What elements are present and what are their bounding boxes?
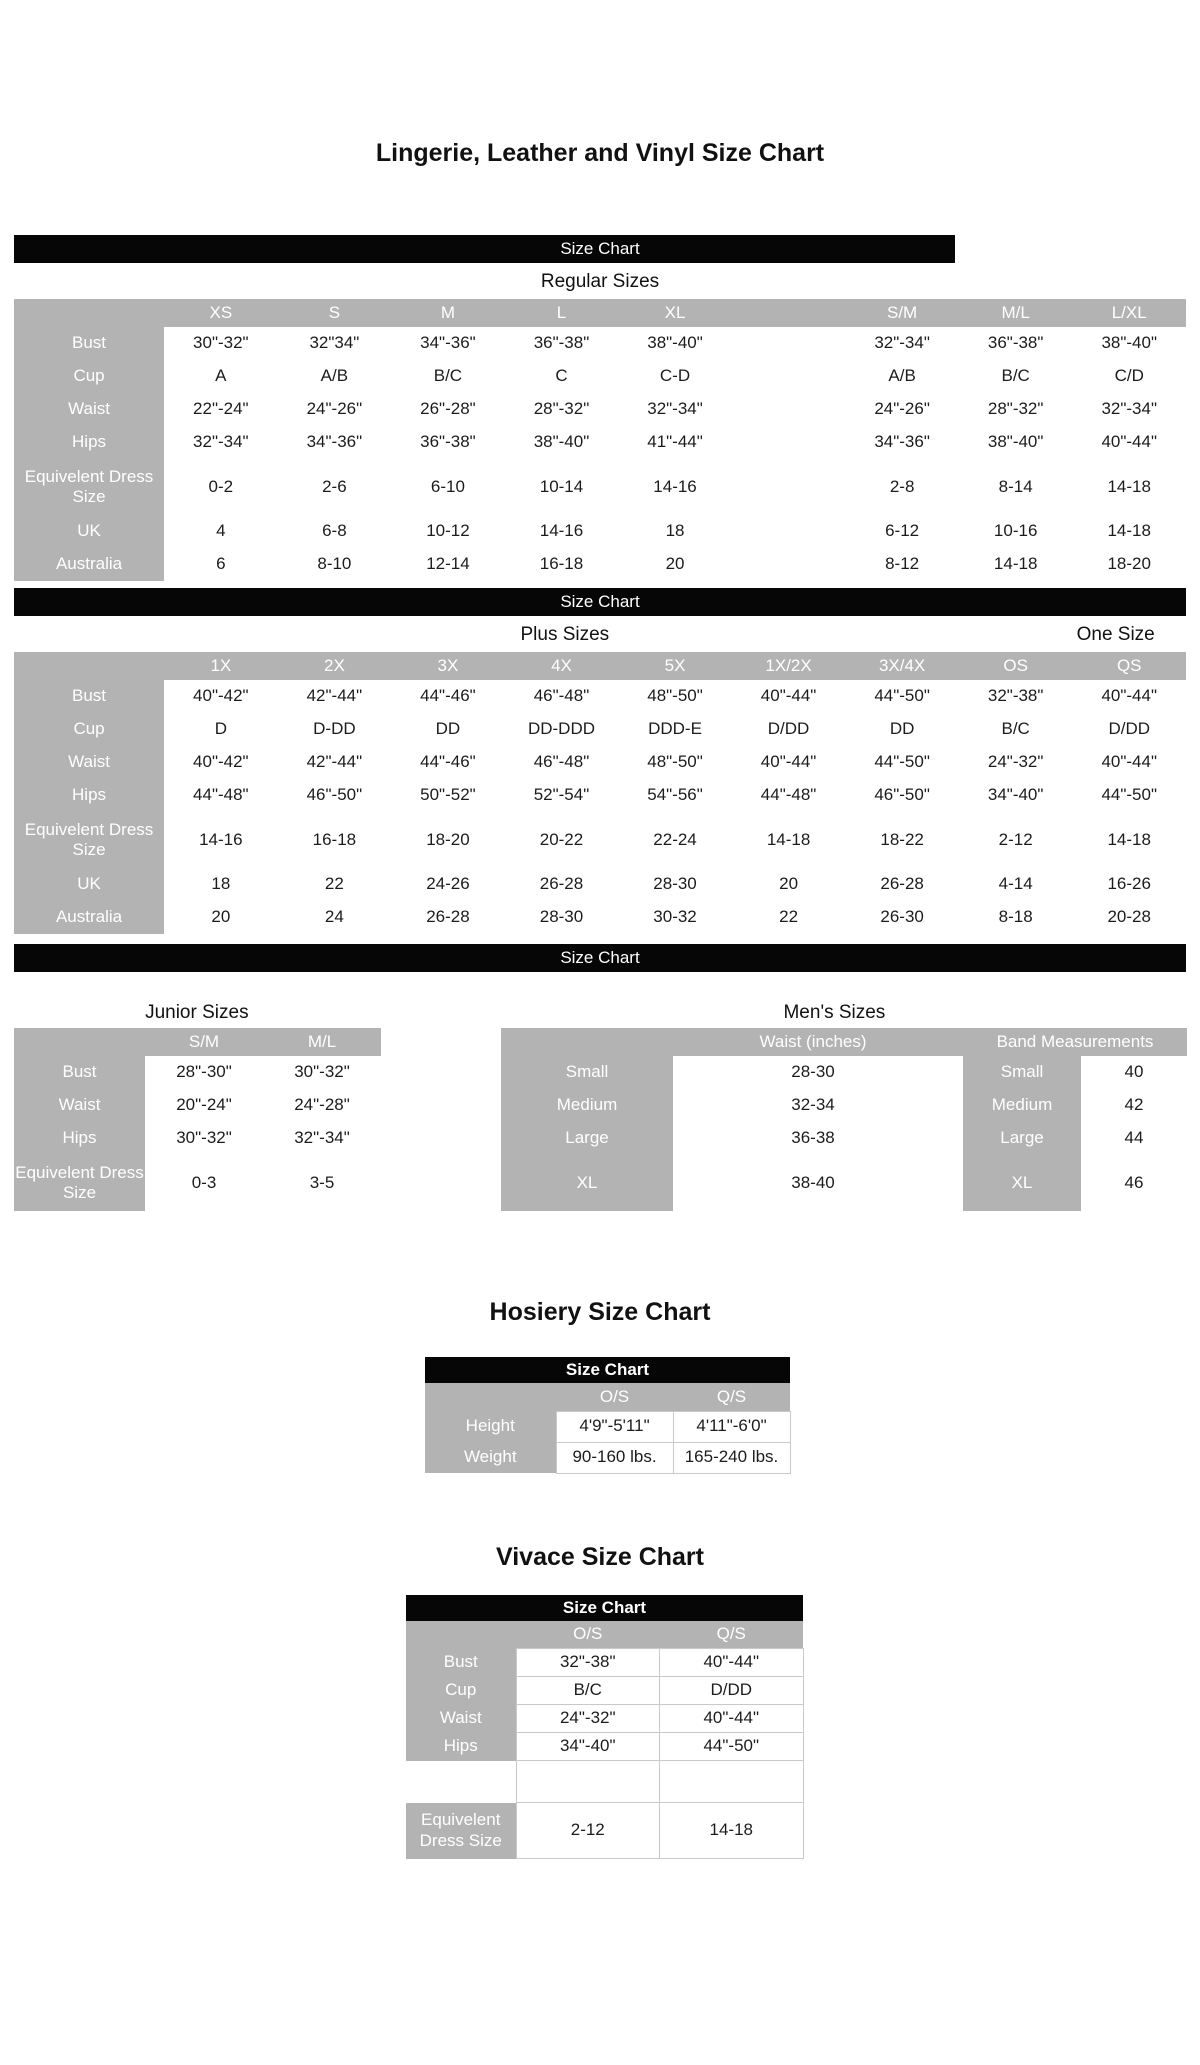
row-label: Bust bbox=[14, 680, 164, 713]
table-cell: 90-160 lbs. bbox=[556, 1442, 673, 1473]
table-cell: 40"-42" bbox=[164, 746, 278, 779]
table-cell: 14-16 bbox=[164, 812, 278, 868]
plus-sizes-label: Plus Sizes bbox=[520, 624, 610, 645]
table-cell: 44"-50" bbox=[845, 746, 959, 779]
corner-cell bbox=[501, 1028, 673, 1056]
table-cell: 8-12 bbox=[845, 548, 959, 581]
table-cell: 14-18 bbox=[1072, 459, 1186, 515]
junior-sizes-table bbox=[14, 1028, 381, 1211]
one-size-label: One Size bbox=[1076, 624, 1155, 645]
table-cell: 38"-40" bbox=[959, 426, 1073, 459]
row-label: Waist bbox=[14, 746, 164, 779]
row-label: Hips bbox=[14, 779, 164, 812]
hosiery-section bbox=[425, 1357, 790, 1474]
column-header-row bbox=[14, 652, 1186, 680]
table-cell: 38"-40" bbox=[1072, 327, 1186, 360]
table-cell: C-D bbox=[618, 360, 732, 393]
table-cell: 28-30 bbox=[618, 868, 732, 901]
table-cell: 26-28 bbox=[391, 901, 505, 934]
page-title: Lingerie, Leather and Vinyl Size Chart bbox=[375, 139, 825, 167]
junior-mens-tables bbox=[14, 1028, 1186, 1211]
table-cell: 42"-44" bbox=[278, 680, 392, 713]
table-row bbox=[14, 901, 1186, 934]
table-cell: 44"-48" bbox=[732, 779, 846, 812]
table-row bbox=[14, 426, 1186, 459]
column-header-spacer bbox=[953, 1028, 963, 1056]
table-cell bbox=[732, 459, 846, 515]
table-cell: 46"-48" bbox=[505, 680, 619, 713]
table-row bbox=[14, 680, 1186, 713]
table-cell: 52"-54" bbox=[505, 779, 619, 812]
table-row bbox=[425, 1411, 790, 1442]
column-header-row bbox=[406, 1621, 803, 1649]
table-cell: 30-32 bbox=[618, 901, 732, 934]
row-label: Bust bbox=[14, 1056, 145, 1089]
table-cell: 24"-28" bbox=[263, 1089, 381, 1122]
table-row bbox=[14, 1056, 381, 1089]
table-cell: 40 bbox=[1081, 1056, 1187, 1089]
table-cell: 14-18 bbox=[732, 812, 846, 868]
table-cell: 44"-46" bbox=[391, 746, 505, 779]
table-cell: 28-30 bbox=[673, 1056, 953, 1089]
table-cell: 44 bbox=[1081, 1122, 1187, 1155]
table-cell: 40"-44" bbox=[1072, 680, 1186, 713]
table-cell: 20-22 bbox=[505, 812, 619, 868]
table-cell: 44"-46" bbox=[391, 680, 505, 713]
table-cell: D-DD bbox=[278, 713, 392, 746]
table-row bbox=[14, 393, 1186, 426]
table-cell: 26-28 bbox=[505, 868, 619, 901]
table-cell: 10-16 bbox=[959, 515, 1073, 548]
table-cell: 18 bbox=[164, 868, 278, 901]
row-label: Hips bbox=[406, 1733, 516, 1761]
size-chart-bar-vivace bbox=[406, 1595, 803, 1621]
column-header-row bbox=[14, 299, 1186, 327]
table-cell bbox=[732, 515, 846, 548]
table-cell bbox=[953, 1056, 963, 1089]
table-cell: B/C bbox=[516, 1677, 660, 1705]
table-cell: 38-40 bbox=[673, 1155, 953, 1211]
hosiery-title: Hosiery Size Chart bbox=[489, 1298, 711, 1326]
table-cell: 22 bbox=[732, 901, 846, 934]
table-cell: 10-14 bbox=[505, 459, 619, 515]
table-cell: D/DD bbox=[660, 1677, 804, 1705]
table-cell: DD-DDD bbox=[505, 713, 619, 746]
table-row bbox=[14, 746, 1186, 779]
row-label: Small bbox=[501, 1056, 673, 1089]
row-label: Equivelent Dress Size bbox=[14, 459, 164, 515]
size-chart-bar-junior-mens bbox=[14, 944, 1186, 972]
plus-sizes-table bbox=[14, 652, 1186, 934]
table-cell: 54"-56" bbox=[618, 779, 732, 812]
row-label: Waist bbox=[14, 393, 164, 426]
table-cell: 22-24 bbox=[618, 812, 732, 868]
table-cell: 6-10 bbox=[391, 459, 505, 515]
table-cell: C bbox=[505, 360, 619, 393]
table-row bbox=[406, 1677, 803, 1705]
table-cell: 28"-32" bbox=[959, 393, 1073, 426]
junior-sizes-label: Junior Sizes bbox=[145, 1002, 249, 1023]
table-row bbox=[14, 327, 1186, 360]
table-cell bbox=[516, 1761, 660, 1803]
column-header: M bbox=[391, 299, 505, 327]
table-cell: 26-28 bbox=[845, 868, 959, 901]
row-label: Medium bbox=[501, 1089, 673, 1122]
table-cell: 8-18 bbox=[959, 901, 1073, 934]
table-cell: 20 bbox=[618, 548, 732, 581]
table-row bbox=[14, 1155, 381, 1211]
table-row bbox=[14, 1089, 381, 1122]
table-row bbox=[14, 459, 1186, 515]
table-cell: 14-18 bbox=[1072, 812, 1186, 868]
table-row bbox=[14, 360, 1186, 393]
table-row bbox=[501, 1056, 1187, 1089]
column-header: M/L bbox=[263, 1028, 381, 1056]
table-cell: 40"-44" bbox=[660, 1649, 804, 1677]
column-header: M/L bbox=[959, 299, 1073, 327]
row-label: Waist bbox=[406, 1705, 516, 1733]
table-cell: 44"-48" bbox=[164, 779, 278, 812]
table-cell: 32"-38" bbox=[516, 1649, 660, 1677]
table-cell: 22"-24" bbox=[164, 393, 278, 426]
table-cell: 40"-44" bbox=[732, 746, 846, 779]
row-label: Waist bbox=[14, 1089, 145, 1122]
table-row bbox=[501, 1089, 1187, 1122]
table-cell: 34"-36" bbox=[278, 426, 392, 459]
table-cell: 44"-50" bbox=[660, 1733, 804, 1761]
table-row bbox=[14, 548, 1186, 581]
row-label: Cup bbox=[406, 1677, 516, 1705]
row-label: Equivelent Dress Size bbox=[14, 812, 164, 868]
table-cell: 165-240 lbs. bbox=[673, 1442, 790, 1473]
column-header: 2X bbox=[278, 652, 392, 680]
column-header: O/S bbox=[516, 1621, 660, 1649]
table-cell: XL bbox=[963, 1155, 1081, 1211]
column-header: XS bbox=[164, 299, 278, 327]
table-cell: 2-12 bbox=[516, 1803, 660, 1859]
table-row bbox=[14, 779, 1186, 812]
table-cell: 32"-34" bbox=[164, 426, 278, 459]
table-cell: DD bbox=[845, 713, 959, 746]
table-cell: B/C bbox=[959, 360, 1073, 393]
column-header: L bbox=[505, 299, 619, 327]
bar-label: Size Chart bbox=[562, 1597, 647, 1617]
column-header: S bbox=[278, 299, 392, 327]
table-cell: 32"-34" bbox=[845, 327, 959, 360]
table-cell: D/DD bbox=[732, 713, 846, 746]
table-cell: 24-26 bbox=[391, 868, 505, 901]
bar-label: Size Chart bbox=[560, 592, 640, 611]
row-label: Cup bbox=[14, 360, 164, 393]
table-cell: 48"-50" bbox=[618, 746, 732, 779]
table-cell: DD bbox=[391, 713, 505, 746]
table-cell bbox=[732, 426, 846, 459]
bar-label: Size Chart bbox=[560, 239, 640, 258]
table-cell: 12-14 bbox=[391, 548, 505, 581]
mens-sizes-label: Men's Sizes bbox=[783, 1002, 886, 1023]
table-row bbox=[406, 1733, 803, 1761]
table-cell: 26"-28" bbox=[391, 393, 505, 426]
row-label: Hips bbox=[14, 426, 164, 459]
table-cell: B/C bbox=[959, 713, 1073, 746]
row-label: Large bbox=[501, 1122, 673, 1155]
table-cell bbox=[732, 548, 846, 581]
table-cell: 46"-50" bbox=[278, 779, 392, 812]
row-label: Weight bbox=[425, 1442, 556, 1473]
table-cell bbox=[732, 360, 846, 393]
regular-sizes-label: Regular Sizes bbox=[540, 271, 660, 292]
column-header: O/S bbox=[556, 1383, 673, 1411]
table-cell: 20"-24" bbox=[145, 1089, 263, 1122]
table-cell: 4'11"-6'0" bbox=[673, 1411, 790, 1442]
table-cell: A bbox=[164, 360, 278, 393]
row-label: Bust bbox=[14, 327, 164, 360]
row-label: Equivelent Dress Size bbox=[14, 1155, 145, 1211]
table-row bbox=[501, 1155, 1187, 1211]
corner-cell bbox=[14, 652, 164, 680]
table-cell: 34"-40" bbox=[516, 1733, 660, 1761]
table-cell: 46"-48" bbox=[505, 746, 619, 779]
bar-label: Size Chart bbox=[565, 1360, 650, 1379]
corner-cell bbox=[406, 1621, 516, 1649]
row-label: Hips bbox=[14, 1122, 145, 1155]
table-row bbox=[406, 1705, 803, 1733]
table-cell: 3-5 bbox=[263, 1155, 381, 1211]
vivace-size-table bbox=[406, 1621, 804, 1860]
row-label: Cup bbox=[14, 713, 164, 746]
table-cell: 46"-50" bbox=[845, 779, 959, 812]
table-cell: 14-16 bbox=[618, 459, 732, 515]
column-header: S/M bbox=[845, 299, 959, 327]
table-cell bbox=[953, 1089, 963, 1122]
table-cell: 20 bbox=[164, 901, 278, 934]
table-cell: 4 bbox=[164, 515, 278, 548]
table-row bbox=[14, 1122, 381, 1155]
table-cell: 44"-50" bbox=[1072, 779, 1186, 812]
table-cell: A/B bbox=[845, 360, 959, 393]
table-cell: 24 bbox=[278, 901, 392, 934]
table-cell: 32"-38" bbox=[959, 680, 1073, 713]
table-cell: D bbox=[164, 713, 278, 746]
table-cell: 44"-50" bbox=[845, 680, 959, 713]
column-header: Q/S bbox=[660, 1621, 804, 1649]
table-cell: 32"34" bbox=[278, 327, 392, 360]
column-header: 5X bbox=[618, 652, 732, 680]
table-row bbox=[425, 1442, 790, 1473]
table-row bbox=[14, 515, 1186, 548]
table-cell: 34"-36" bbox=[845, 426, 959, 459]
row-label: XL bbox=[501, 1155, 673, 1211]
table-cell bbox=[953, 1122, 963, 1155]
column-header: 1X bbox=[164, 652, 278, 680]
table-cell: Medium bbox=[963, 1089, 1081, 1122]
column-header: OS bbox=[959, 652, 1073, 680]
table-cell: 24"-26" bbox=[845, 393, 959, 426]
table-cell: 36"-38" bbox=[959, 327, 1073, 360]
table-cell: 16-18 bbox=[505, 548, 619, 581]
column-header: S/M bbox=[145, 1028, 263, 1056]
table-cell: 24"-32" bbox=[516, 1705, 660, 1733]
table-cell: 2-12 bbox=[959, 812, 1073, 868]
table-cell bbox=[732, 327, 846, 360]
table-cell: 40"-44" bbox=[732, 680, 846, 713]
column-header: 3X/4X bbox=[845, 652, 959, 680]
vivace-section bbox=[406, 1595, 803, 1860]
table-cell: 40"-44" bbox=[660, 1705, 804, 1733]
table-cell: 8-14 bbox=[959, 459, 1073, 515]
column-header-row bbox=[501, 1028, 1187, 1056]
table-cell: 36"-38" bbox=[505, 327, 619, 360]
row-label: Equivelent Dress Size bbox=[406, 1803, 516, 1859]
table-row bbox=[14, 713, 1186, 746]
table-cell: 48"-50" bbox=[618, 680, 732, 713]
table-cell: 42"-44" bbox=[278, 746, 392, 779]
table-cell: 14-18 bbox=[959, 548, 1073, 581]
column-header: 1X/2X bbox=[732, 652, 846, 680]
table-cell: 32"-34" bbox=[618, 393, 732, 426]
table-cell: 6 bbox=[164, 548, 278, 581]
table-cell: 16-18 bbox=[278, 812, 392, 868]
table-cell: 20 bbox=[732, 868, 846, 901]
corner-cell bbox=[425, 1383, 556, 1411]
table-cell bbox=[660, 1761, 804, 1803]
column-header-spacer bbox=[732, 299, 846, 327]
column-header-band: Band Measurements bbox=[963, 1028, 1187, 1056]
table-cell: 30"-32" bbox=[263, 1056, 381, 1089]
table-cell: 18-20 bbox=[391, 812, 505, 868]
table-cell: 46 bbox=[1081, 1155, 1187, 1211]
table-cell: 20-28 bbox=[1072, 901, 1186, 934]
table-cell: 40"-44" bbox=[1072, 746, 1186, 779]
corner-cell bbox=[14, 299, 164, 327]
row-label: Bust bbox=[406, 1649, 516, 1677]
table-cell: 30"-32" bbox=[164, 327, 278, 360]
table-cell: 18 bbox=[618, 515, 732, 548]
column-header: Q/S bbox=[673, 1383, 790, 1411]
column-header: QS bbox=[1072, 652, 1186, 680]
table-cell: 24"-26" bbox=[278, 393, 392, 426]
column-header-row bbox=[425, 1383, 790, 1411]
vivace-title: Vivace Size Chart bbox=[496, 1542, 704, 1571]
table-cell: 40"-42" bbox=[164, 680, 278, 713]
regular-sizes-table bbox=[14, 299, 1186, 581]
table-cell: 6-12 bbox=[845, 515, 959, 548]
table-cell: 0-3 bbox=[145, 1155, 263, 1211]
table-cell: 42 bbox=[1081, 1089, 1187, 1122]
hosiery-size-table bbox=[425, 1383, 791, 1474]
column-header: 3X bbox=[391, 652, 505, 680]
table-cell: 14-18 bbox=[660, 1803, 804, 1859]
table-cell: 40"-44" bbox=[1072, 426, 1186, 459]
row-label: Australia bbox=[14, 548, 164, 581]
column-header-waist: Waist (inches) bbox=[673, 1028, 953, 1056]
table-cell: 34"-36" bbox=[391, 327, 505, 360]
table-cell: 26-30 bbox=[845, 901, 959, 934]
table-cell: 22 bbox=[278, 868, 392, 901]
table-cell bbox=[732, 393, 846, 426]
table-cell: 32-34 bbox=[673, 1089, 953, 1122]
table-row bbox=[406, 1803, 803, 1859]
table-cell: 32"-34" bbox=[1072, 393, 1186, 426]
regular-sizes-heading-row bbox=[14, 265, 1186, 299]
table-cell: 38"-40" bbox=[505, 426, 619, 459]
table-cell: 24"-32" bbox=[959, 746, 1073, 779]
table-cell: A/B bbox=[278, 360, 392, 393]
table-cell: 2-6 bbox=[278, 459, 392, 515]
table-cell: 34"-40" bbox=[959, 779, 1073, 812]
table-row bbox=[406, 1761, 803, 1803]
table-cell: 4'9"-5'11" bbox=[556, 1411, 673, 1442]
table-cell: 14-16 bbox=[505, 515, 619, 548]
table-cell: B/C bbox=[391, 360, 505, 393]
table-cell: D/DD bbox=[1072, 713, 1186, 746]
size-chart-bar-regular bbox=[14, 235, 1186, 263]
table-cell: 16-26 bbox=[1072, 868, 1186, 901]
table-cell: 38"-40" bbox=[618, 327, 732, 360]
table-row bbox=[14, 868, 1186, 901]
table-cell: 28"-30" bbox=[145, 1056, 263, 1089]
size-chart-bar-plus bbox=[14, 588, 1186, 616]
row-label: Australia bbox=[14, 901, 164, 934]
table-cell: Large bbox=[963, 1122, 1081, 1155]
bar-label: Size Chart bbox=[560, 948, 640, 967]
row-label: UK bbox=[14, 868, 164, 901]
table-cell: 8-10 bbox=[278, 548, 392, 581]
table-cell: 28-30 bbox=[505, 901, 619, 934]
table-row bbox=[14, 812, 1186, 868]
junior-mens-heading-row bbox=[14, 998, 1186, 1028]
corner-cell bbox=[14, 1028, 145, 1056]
table-cell: DDD-E bbox=[618, 713, 732, 746]
table-row bbox=[501, 1122, 1187, 1155]
table-cell: 50"-52" bbox=[391, 779, 505, 812]
table-cell: 30"-32" bbox=[145, 1122, 263, 1155]
size-chart-page bbox=[14, 138, 1186, 1859]
table-cell: 36-38 bbox=[673, 1122, 953, 1155]
table-cell: 0-2 bbox=[164, 459, 278, 515]
table-cell: 4-14 bbox=[959, 868, 1073, 901]
table-cell: 14-18 bbox=[1072, 515, 1186, 548]
plus-sizes-heading-row bbox=[14, 618, 1186, 652]
column-header: 4X bbox=[505, 652, 619, 680]
table-row bbox=[406, 1649, 803, 1677]
table-cell: C/D bbox=[1072, 360, 1186, 393]
size-chart-bar-hosiery bbox=[425, 1357, 790, 1383]
table-cell: Small bbox=[963, 1056, 1081, 1089]
column-header: XL bbox=[618, 299, 732, 327]
table-cell: 32"-34" bbox=[263, 1122, 381, 1155]
table-cell: 6-8 bbox=[278, 515, 392, 548]
column-header-row bbox=[14, 1028, 381, 1056]
table-cell bbox=[953, 1155, 963, 1211]
column-header: L/XL bbox=[1072, 299, 1186, 327]
table-cell: 18-20 bbox=[1072, 548, 1186, 581]
row-label: UK bbox=[14, 515, 164, 548]
table-cell: 18-22 bbox=[845, 812, 959, 868]
mens-sizes-table bbox=[501, 1028, 1187, 1211]
table-cell: 41"-44" bbox=[618, 426, 732, 459]
table-cell: 10-12 bbox=[391, 515, 505, 548]
row-label bbox=[406, 1761, 516, 1803]
row-label: Height bbox=[425, 1411, 556, 1442]
table-cell: 36"-38" bbox=[391, 426, 505, 459]
table-cell: 28"-32" bbox=[505, 393, 619, 426]
table-cell: 2-8 bbox=[845, 459, 959, 515]
